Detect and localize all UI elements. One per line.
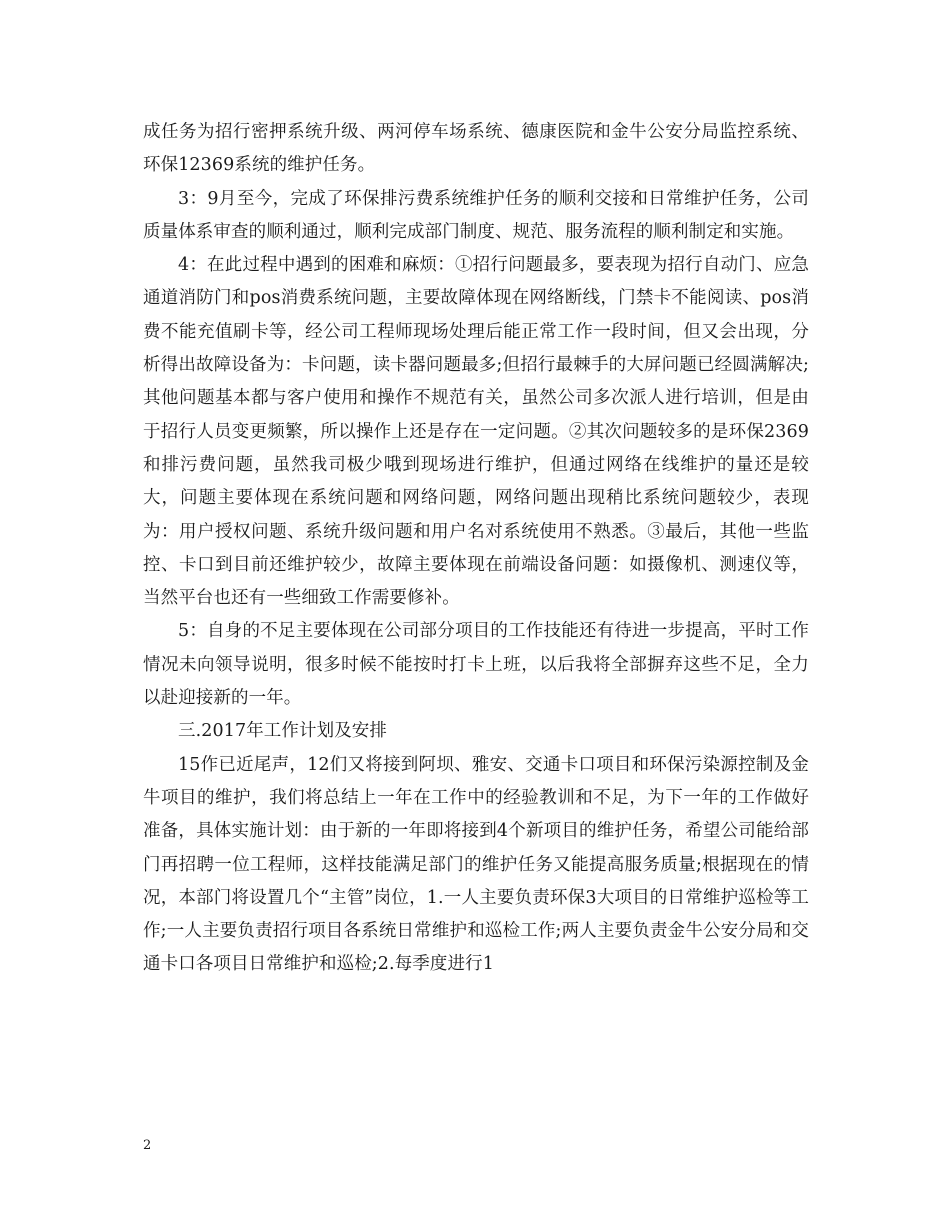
document-body — [143, 116, 809, 982]
paragraph-item-5: 5：自身的不足主要体现在公司部分项目的工作技能还有待进一步提高，平时工作情况未向领导说明，很多时候不能按时打卡上班，以后我将全部摒弃这些不足，全力以赴迎接新的一年。 — [143, 621, 809, 709]
paragraph-plan: 15作已近尾声，12们又将接到阿坝、雅安、交通卡口项目和环保污染源控制及金牛项目的维护，我们将总结上一年在工作中的经验教训和不足，为下一年的工作做好准备，具体实施计划：由于新的一年即将接到4个新项目的维护任务，希望公司能给部门再招聘一位工程师，这样技能满足部门的维护任务又能提高服务质量;根据现在的情况，本部门将设置几个“主管”岗位，1.一人主要负责环保3大项目的日常维护巡检等工作;一人主要负责招行项目各系统日常维护和巡检工作;两人主要负责金牛公安分局和交通卡口各项目日常维护和巡检;2.每季度进行1 — [143, 754, 809, 975]
paragraph-continuation: 成任务为招行密押系统升级、两河停车场系统、德康医院和金牛公安分局监控系统、环保12369系统的维护任务。 — [143, 122, 809, 176]
page-number: 2 — [143, 1138, 152, 1153]
paragraph-item-4: 4：在此过程中遇到的困难和麻烦：①招行问题最多，要表现为招行自动门、应急通道消防门和pos消费系统问题，主要故障体现在网络断线，门禁卡不能阅读、pos消费不能充值刷卡等，经公司工程师现场处理后能正常工作一段时间，但又会出现，分析得出故障设备为：卡问题，读卡器问题最多;但招行最棘手的大屏问题已经圆满解决;其他问题基本都与客户使用和操作不规范有关，虽然公司多次派人进行培训，但是由于招行人员变更频繁，所以操作上还是存在一定问题。②其次问题较多的是环保2369和排污费问题，虽然我司极少哦到现场进行维护，但通过网络在线维护的量还是较大，问题主要体现在系统问题和网络问题，网络问题出现稍比系统问题较少，表现为：用户授权问题、系统升级问题和用户名对系统使用不熟悉。③最后，其他一些监控、卡口到目前还维护较少，故障主要体现在前端设备问题：如摄像机、测速仪等，当然平台也还有一些细致工作需要修补。 — [143, 255, 809, 609]
paragraph-item-3: 3：9月至今，完成了环保排污费系统维护任务的顺利交接和日常维护任务，公司质量体系审查的顺利通过，顺利完成部门制度、规范、服务流程的顺利制定和实施。 — [143, 188, 809, 242]
section-heading: 三.2017年工作计划及安排 — [178, 721, 387, 742]
